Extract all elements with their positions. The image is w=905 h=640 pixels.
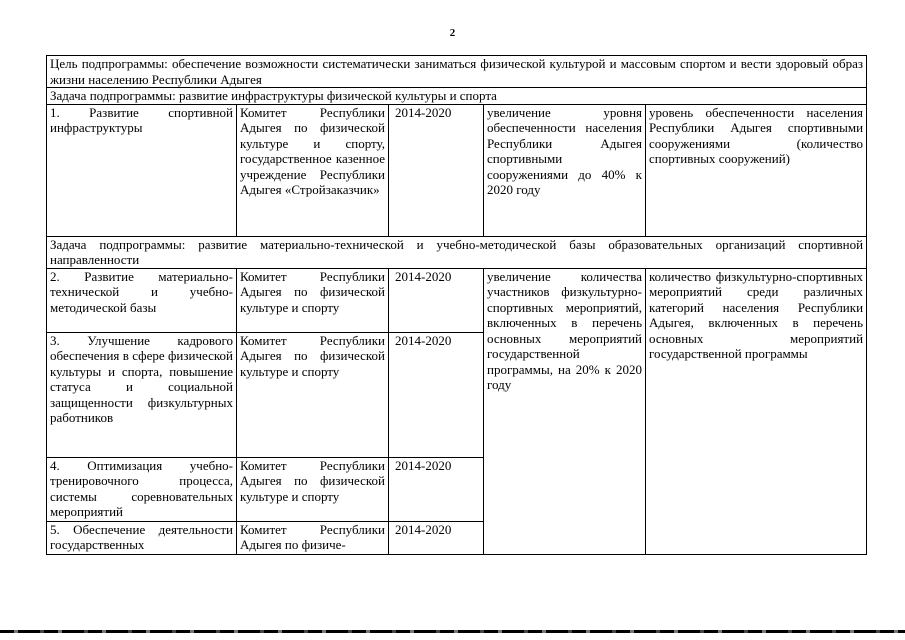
executor-cell: Комитет Республики Адыгея по физической культуре и спорту (237, 457, 389, 521)
activity-row-1 (47, 104, 867, 236)
task-row-material-base (47, 236, 867, 268)
period-cell: 2014-2020 (389, 457, 484, 521)
activity-name-cell: 2. Развитие материально-технической и учебно-методической базы (47, 268, 237, 332)
activity-name-cell: 4. Оптимизация учебно-тренировочного процесса, системы соревновательных мероприятий (47, 457, 237, 521)
executor-cell: Комитет Республики Адыгея по физической культуре и спорту (237, 268, 389, 332)
goal-cell: Цель подпрограммы: обеспечение возможности систематически заниматься физической культурой и массовым спортом и вести здоровый образ жизни населению Республики Адыгея (47, 56, 867, 88)
result-cell-merged: увеличение количества участников физкультурно-спортивных мероприятий, включенных в перечень основных мероприятий государственной программы, на 20% к 2020 году (484, 268, 646, 554)
executor-cell: Комитет Республики Адыгея по физической культуре и спорту (237, 332, 389, 457)
goal-row (47, 56, 867, 88)
task-cell-infrastructure: Задача подпрограммы: развитие инфраструктуры физической культуры и спорта (47, 88, 867, 105)
scan-edge-band (0, 630, 905, 633)
subprogram-table (46, 55, 867, 555)
period-cell: 2014-2020 (389, 268, 484, 332)
result-cell: увеличение уровня обеспеченности населения Республики Адыгея спортивными сооружениями до 40% к 2020 году (484, 104, 646, 236)
period-cell: 2014-2020 (389, 332, 484, 457)
task-cell-material-base: Задача подпрограммы: развитие материально-технической и учебно-методической базы образовательных организаций спортивной направленности (47, 236, 867, 268)
period-cell: 2014-2020 (389, 104, 484, 236)
indicator-cell-merged: количество физкультурно-спортивных мероприятий среди различных категорий населения Республики Адыгея, включенных в перечень основных мероприятий государственной программы (646, 268, 867, 554)
period-cell: 2014-2020 (389, 521, 484, 554)
activity-name-cell: 3. Улучшение кадрового обеспечения в сфере физической культуры и спорта, повышение статуса и социальной защищенности физкультурных работников (47, 332, 237, 457)
executor-cell: Комитет Республики Адыгея по физической культуре и спорту, государственное казенное учреждение Республики Адыгея «Стройзаказчик» (237, 104, 389, 236)
activity-name-cell: 1. Развитие спортивной инфраструктуры (47, 104, 237, 236)
activity-row-2 (47, 268, 867, 332)
indicator-cell: уровень обеспеченности населения Республики Адыгея спортивными сооружениями (количество спортивных сооружений) (646, 104, 867, 236)
activity-name-cell: 5. Обеспечение деятельности государственных (47, 521, 237, 554)
page-number: 2 (449, 27, 456, 39)
task-row-infrastructure (47, 88, 867, 105)
executor-cell: Комитет Республики Адыгея по физиче- (237, 521, 389, 554)
